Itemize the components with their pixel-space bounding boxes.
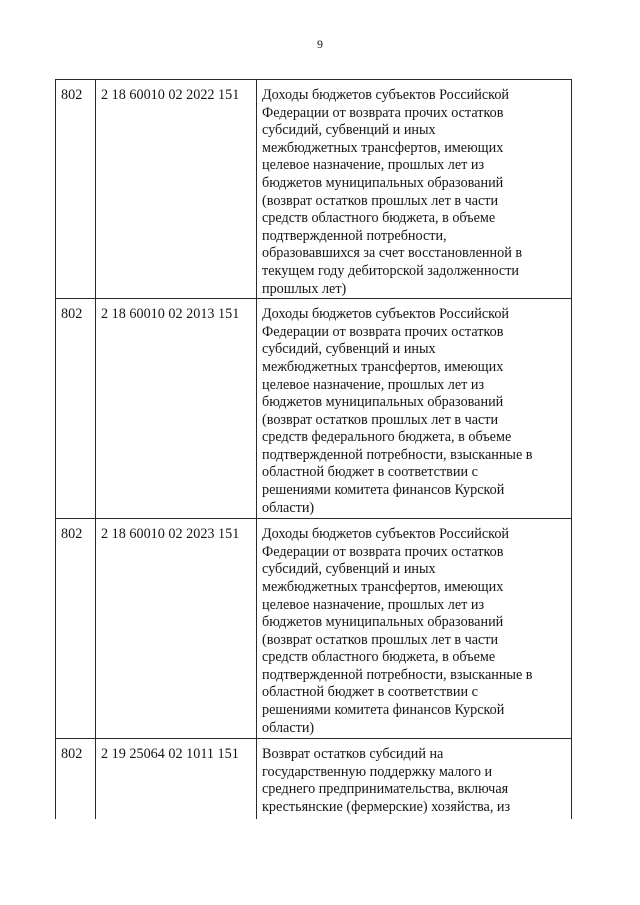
- revenue-name-line: крестьянские (фермерские) хозяйства, из: [262, 798, 511, 815]
- revenue-name-line: средств областного бюджета, в объеме: [262, 649, 496, 666]
- revenue-name-line: Доходы бюджетов субъектов Российской: [262, 306, 510, 323]
- revenue-name-line: подтвержденной потребности,: [262, 227, 447, 244]
- revenue-name-line: средств федерального бюджета, в объеме: [262, 429, 512, 446]
- revenue-name-line: межбюджетных трансфертов, имеющих: [262, 139, 504, 156]
- budget-code-cell: 2 18 60010 02 2023 151: [96, 519, 257, 739]
- revenue-name-line: областной бюджет в соответствии с: [262, 464, 478, 481]
- revenue-name-line: межбюджетных трансфертов, имеющих: [262, 578, 504, 595]
- table-row: [56, 299, 572, 519]
- revenue-name-line: подтвержденной потребности, взысканные в: [262, 446, 533, 463]
- revenue-name-line: (возврат остатков прошлых лет в части: [262, 411, 499, 428]
- admin-code-cell: 802: [56, 519, 96, 739]
- revenue-name-line: образовавшихся за счет восстановленной в: [262, 245, 523, 262]
- revenue-name-line: прошлых лет): [262, 280, 347, 297]
- revenue-name-line: бюджетов муниципальных образований: [262, 614, 504, 631]
- revenue-name-cell: [257, 299, 572, 519]
- revenue-name-line: Доходы бюджетов субъектов Российской: [262, 526, 510, 543]
- revenue-name-line: текущем году дебиторской задолженности: [262, 262, 520, 279]
- revenue-name-line: решениями комитета финансов Курской: [262, 482, 505, 499]
- revenue-name-line: Федерации от возврата прочих остатков: [262, 104, 504, 121]
- revenue-name-line: субсидий, субвенций и иных: [262, 122, 436, 139]
- revenue-name-line: субсидий, субвенций и иных: [262, 341, 436, 358]
- page-number: 9: [317, 37, 323, 51]
- revenue-name-line: Доходы бюджетов субъектов Российской: [262, 87, 510, 103]
- revenue-name-line: целевое назначение, прошлых лет из: [262, 376, 485, 393]
- revenue-name-line: средств областного бюджета, в объеме: [262, 210, 496, 227]
- budget-code-cell: 2 19 25064 02 1011 151: [96, 739, 257, 819]
- revenue-name-line: целевое назначение, прошлых лет из: [262, 596, 485, 613]
- table-row: [56, 80, 572, 299]
- revenue-name-line: (возврат остатков прошлых лет в части: [262, 192, 499, 209]
- revenue-name-line: решениями комитета финансов Курской: [262, 702, 505, 719]
- revenue-name-line: среднего предпринимательства, включая: [262, 781, 509, 798]
- revenue-name-cell: [257, 80, 572, 299]
- revenue-name-cell: [257, 739, 572, 819]
- revenue-name-line: государственную поддержку малого и: [262, 763, 493, 780]
- revenue-name-cell: [257, 519, 572, 739]
- revenue-name-line: области): [262, 719, 315, 736]
- revenue-name-line: бюджетов муниципальных образований: [262, 174, 504, 191]
- revenue-name-line: межбюджетных трансфертов, имеющих: [262, 358, 504, 375]
- revenue-name-line: Федерации от возврата прочих остатков: [262, 323, 504, 340]
- admin-code-cell: 802: [56, 299, 96, 519]
- revenue-name-line: области): [262, 499, 315, 516]
- table-row: [56, 739, 572, 819]
- table-body: [56, 80, 572, 819]
- revenue-name-line: (возврат остатков прошлых лет в части: [262, 631, 499, 648]
- revenue-name-line: целевое назначение, прошлых лет из: [262, 157, 485, 174]
- revenue-name-line: бюджетов муниципальных образований: [262, 394, 504, 411]
- revenue-name-line: субсидий, субвенций и иных: [262, 561, 436, 578]
- revenue-name-line: подтвержденной потребности, взысканные в: [262, 666, 533, 683]
- revenue-name-line: Федерации от возврата прочих остатков: [262, 543, 504, 560]
- budget-codes-table: [55, 79, 572, 819]
- budget-code-cell: 2 18 60010 02 2022 151: [96, 80, 257, 299]
- admin-code-cell: 802: [56, 80, 96, 299]
- admin-code-cell: 802: [56, 739, 96, 819]
- revenue-name-line: областной бюджет в соответствии с: [262, 684, 478, 701]
- table-row: [56, 519, 572, 739]
- revenue-name-line: Возврат остатков субсидий на: [262, 746, 444, 763]
- budget-code-cell: 2 18 60010 02 2013 151: [96, 299, 257, 519]
